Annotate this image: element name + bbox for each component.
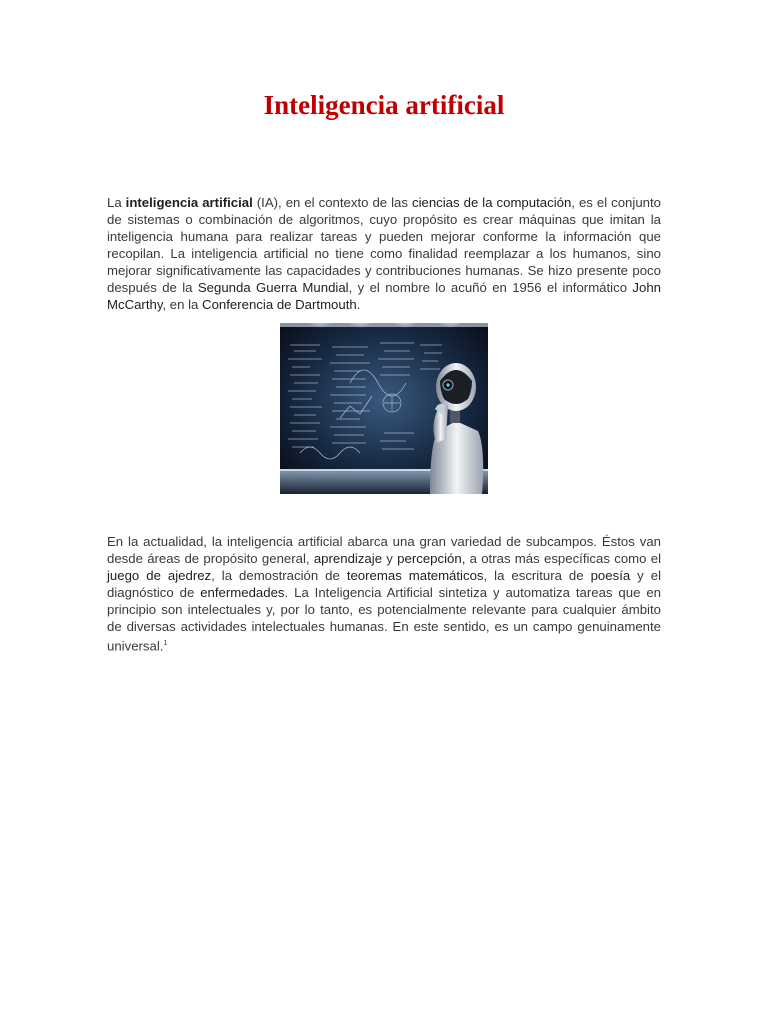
link-poesia[interactable]: poesía <box>590 568 631 583</box>
text-run: . <box>356 297 361 312</box>
text-run: y el diagnóstico de <box>107 568 662 600</box>
text-run: La <box>107 195 126 210</box>
page-title: Inteligencia artificial <box>263 90 505 120</box>
subfields-paragraph <box>107 533 661 654</box>
text-run: , y el nombre lo acuñó en 1956 el informático <box>348 280 633 295</box>
robot-image-svg <box>280 323 488 494</box>
link-aprendizaje[interactable]: aprendizaje <box>313 551 383 566</box>
text-run: , en la <box>162 297 203 312</box>
link-enfermedades[interactable]: enfermedades <box>200 585 285 600</box>
link-teoremas-matematicos[interactable]: teoremas matemáticos <box>346 568 484 583</box>
bold-term: inteligencia artificial <box>125 195 253 210</box>
text-run: y <box>382 551 398 566</box>
link-ciencias-computacion[interactable]: ciencias de la computación <box>411 195 572 210</box>
link-john-mccarthy[interactable]: John McCarthy <box>107 280 661 312</box>
robot-thinking-chalkboard-image <box>280 323 488 494</box>
text-run: , la escritura de <box>483 568 591 583</box>
text-run: (IA), en el contexto de las <box>252 195 412 210</box>
link-juego-de-ajedrez[interactable]: juego de ajedrez <box>107 568 212 583</box>
text-run: , a otras más específicas como el <box>461 551 662 566</box>
link-percepcion[interactable]: percepción <box>397 551 462 566</box>
footnote-marker[interactable]: 1 <box>163 640 168 647</box>
text-run: , la demostración de <box>211 568 347 583</box>
text-run: En la actualidad, la inteligencia artificial abarca una gran variedad de subcampos. Éstos van desde áreas de propósito general, <box>107 534 661 566</box>
intro-paragraph <box>107 194 661 313</box>
link-segunda-guerra-mundial[interactable]: Segunda Guerra Mundial <box>197 280 349 295</box>
link-conferencia-dartmouth[interactable]: Conferencia de Dartmouth <box>202 297 357 312</box>
text-run: . La Inteligencia Artificial sintetiza y automatiza tareas que en principio son intelectuales y, por lo tanto, es potencialmente relevante para cualquier ámbito de diversas actividades intelectuales humanas. En este sentido, es un campo genuinamente universal. <box>107 585 662 654</box>
text-run: , es el conjunto de sistemas o combinación de algoritmos, cuyo propósito es crear máquinas que imitan la inteligencia humana para realizar tareas y pueden mejorar conforme la información que recopilan. La inteligencia artificial no tiene como finalidad reemplazar a los humanos, sino mejorar significativamente las capacidades y contribuciones humanas. Se hizo presente poco después de la <box>107 195 661 295</box>
